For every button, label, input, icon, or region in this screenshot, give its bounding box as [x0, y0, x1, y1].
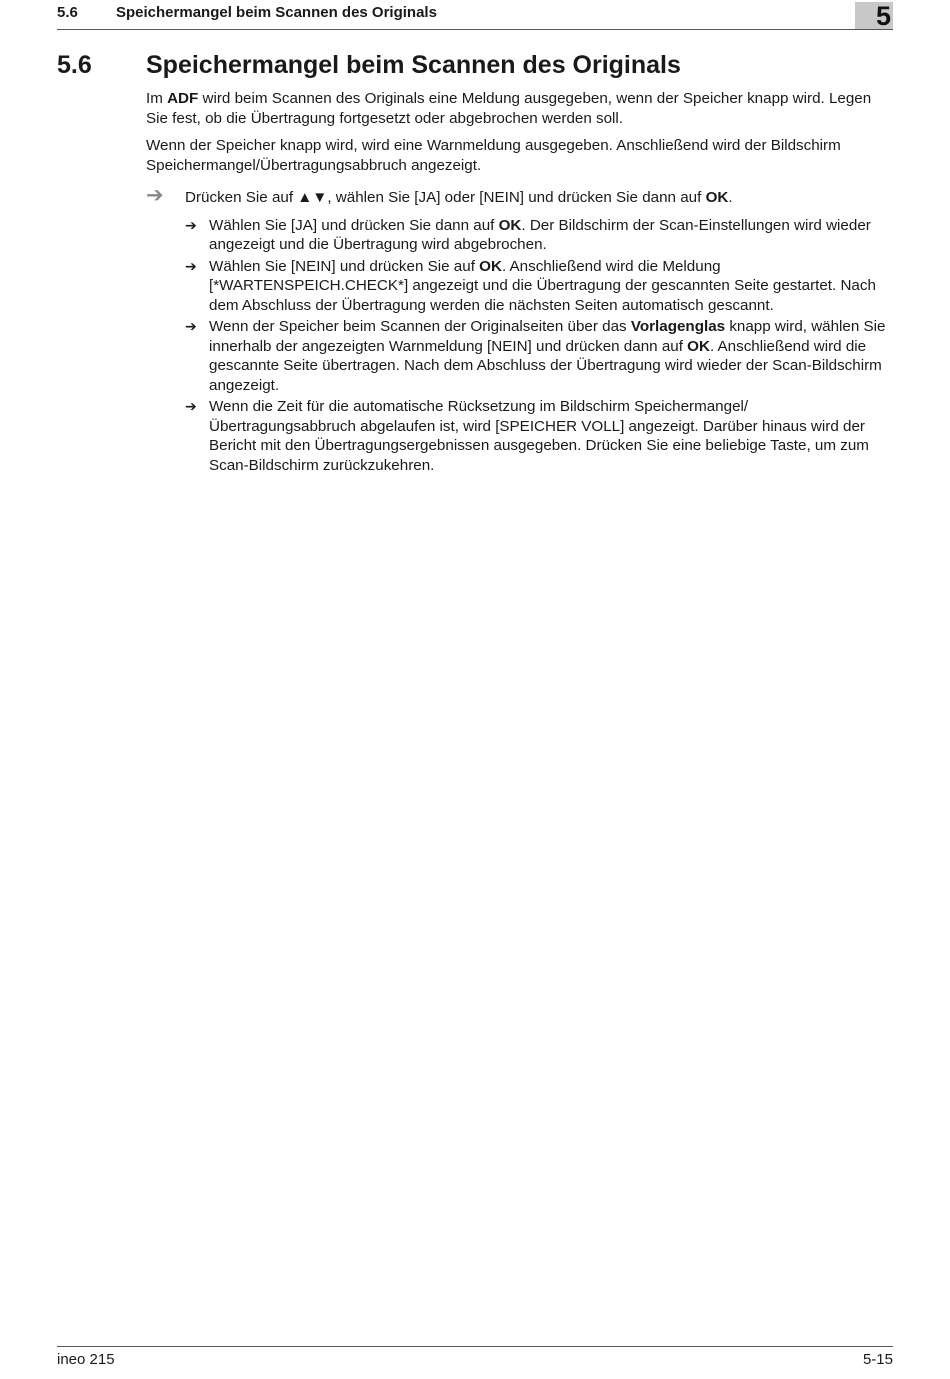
- instruction-step: ➔ Drücken Sie auf ▲▼, wählen Sie [JA] oder [NEIN] und drücken Sie dann auf OK.: [146, 184, 733, 207]
- page-title: Speichermangel beim Scannen des Originals: [146, 51, 681, 79]
- header-section-number: 5.6: [57, 4, 78, 21]
- arrow-icon: ➔: [185, 398, 197, 414]
- running-footer: [57, 1346, 893, 1368]
- page-number: 5-15: [862, 1351, 893, 1368]
- chapter-tab: [855, 2, 893, 29]
- header-section-title: Speichermangel beim Scannen des Originals: [116, 4, 437, 21]
- arrow-icon: ➔: [185, 216, 197, 233]
- list-item: ➔ Wenn die Zeit für die automatische Rücksetzung im Bildschirm Speichermangel/ Übertragungsabbruch abgelaufen ist, wird [SPEICHER VOLL] angezeigt. Darüber hinaus wird der Bericht mit den Übertragungsergebnissen ausgegeben. Drücken Sie eine beliebige Taste, um zum Scan-Bildschirm zurückzukehren.: [185, 398, 869, 474]
- list-item: ➔ Wählen Sie [NEIN] und drücken Sie auf OK. Anschließend wird die Meldung [*WARTENSPEICH.CHECK*] angezeigt und die Übertragung der gescannten Seite gestartet. Nach dem Abschluss der Übertragung werden die nächsten Seiten automatisch gescannt.: [185, 257, 876, 314]
- arrow-icon: ➔: [185, 318, 197, 334]
- list-item: ➔ Wenn der Speicher beim Scannen der Originalseiten über das Vorlagenglas knapp wird, wählen Sie innerhalb der angezeigten Warnmeldung [NEIN] und drücken dann auf OK. Anschließend wird die gescannte Seite übertragen. Nach dem Abschluss der Übertragung wird wieder der Scan-Bildschirm angezeigt.: [185, 318, 886, 394]
- arrow-icon: ➔: [185, 257, 197, 274]
- running-header: [57, 0, 893, 30]
- sub-step-list: [185, 216, 896, 476]
- step-arrow-icon: ➔: [146, 184, 164, 207]
- footer-product: ineo 215: [57, 1351, 115, 1368]
- chapter-number: 5: [875, 1, 891, 31]
- list-item: ➔ Wählen Sie [JA] und drücken Sie dann auf OK. Der Bildschirm der Scan-Einstellungen wird wieder angezeigt und die Übertragung wird abgebrochen.: [185, 216, 871, 253]
- intro-paragraph-1: Im ADF wird beim Scannen des Originals eine Meldung ausgegeben, wenn der Speicher knapp wird. Legen Sie fest, ob die Übertragung fortgesetzt oder abgebrochen werden soll.: [146, 90, 872, 127]
- heading-number: 5.6: [57, 51, 92, 79]
- intro-paragraph-2: Wenn der Speicher knapp wird, wird eine Warnmeldung ausgegeben. Anschließend wird der Bildschirm Speichermangel/Übertragungsabbruch angezeigt.: [146, 137, 841, 174]
- body-text: [146, 89, 896, 477]
